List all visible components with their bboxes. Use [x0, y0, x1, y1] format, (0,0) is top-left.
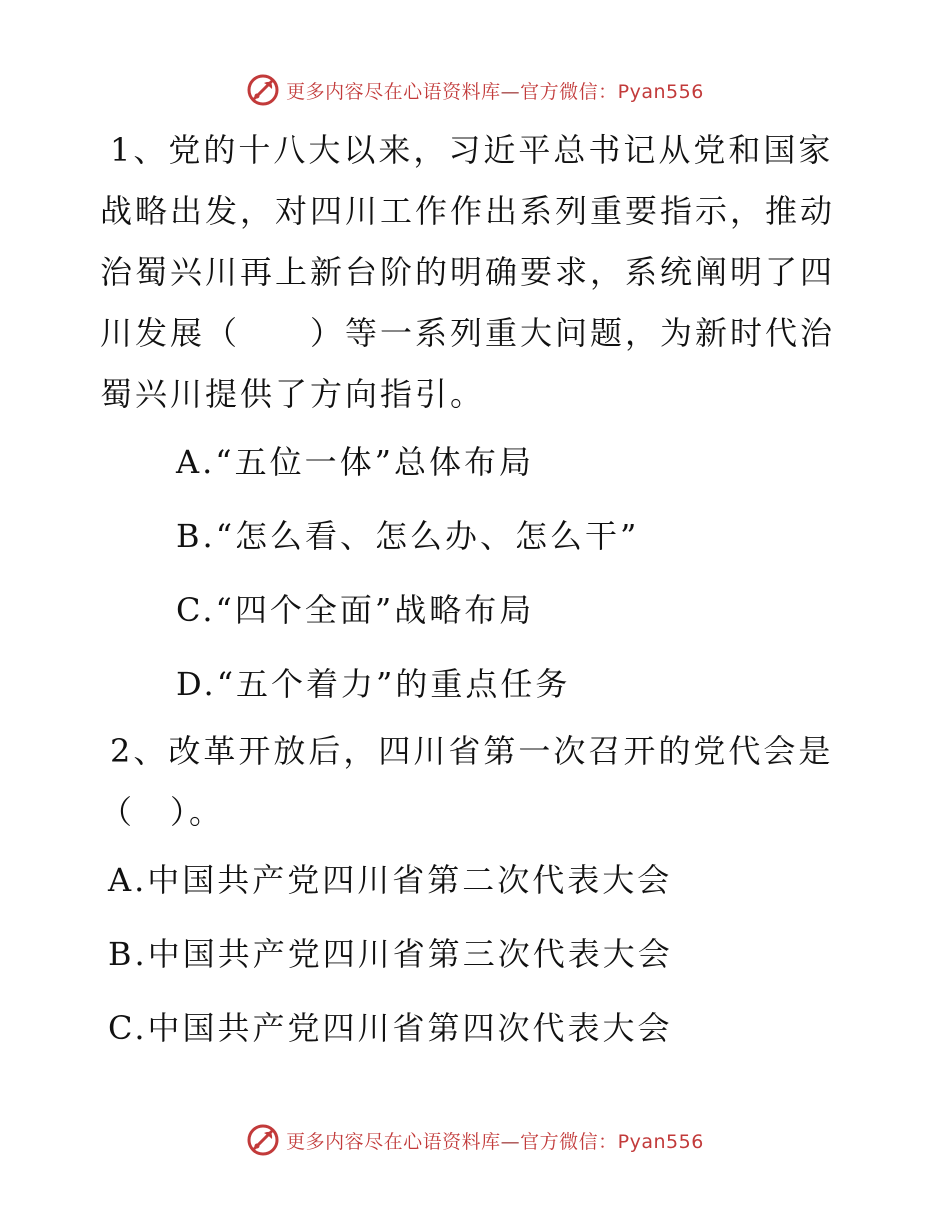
question-1-option-a: A.“五位一体”总体布局 — [176, 443, 535, 481]
question-2-option-c: C.中国共产党四川省第四次代表大会 — [108, 1009, 673, 1047]
footer-watermark — [0, 1120, 950, 1160]
header-watermark — [0, 70, 950, 110]
document-body — [100, 120, 860, 1065]
question-2-option-b: B.中国共产党四川省第三次代表大会 — [108, 935, 673, 973]
question-2-text: 2、改革开放后，四川省第一次召开的党代会是（ ）。 — [100, 732, 834, 831]
question-2-option-a: A.中国共产党四川省第二次代表大会 — [108, 861, 673, 899]
quill-seal-icon — [246, 1123, 280, 1157]
watermark-text: 更多内容尽在心语资料库—官方微信：Pyan556 — [286, 1130, 704, 1153]
quill-seal-icon — [246, 73, 280, 107]
question-1-option-c: C.“四个全面”战略布局 — [176, 591, 535, 629]
question-1-text: 1、党的十八大以来，习近平总书记从党和国家战略出发，对四川工作作出系列重要指示，推动治蜀兴川再上新台阶的明确要求，系统阐明了四川发展（ ）等一系列重大问题，为新时代治蜀兴川提供了方向指引。 — [100, 131, 836, 413]
question-1-option-b: B.“怎么看、怎么办、怎么干” — [176, 517, 640, 555]
watermark-text: 更多内容尽在心语资料库—官方微信：Pyan556 — [286, 80, 704, 103]
question-1-option-d: D.“五个着力”的重点任务 — [176, 665, 571, 703]
